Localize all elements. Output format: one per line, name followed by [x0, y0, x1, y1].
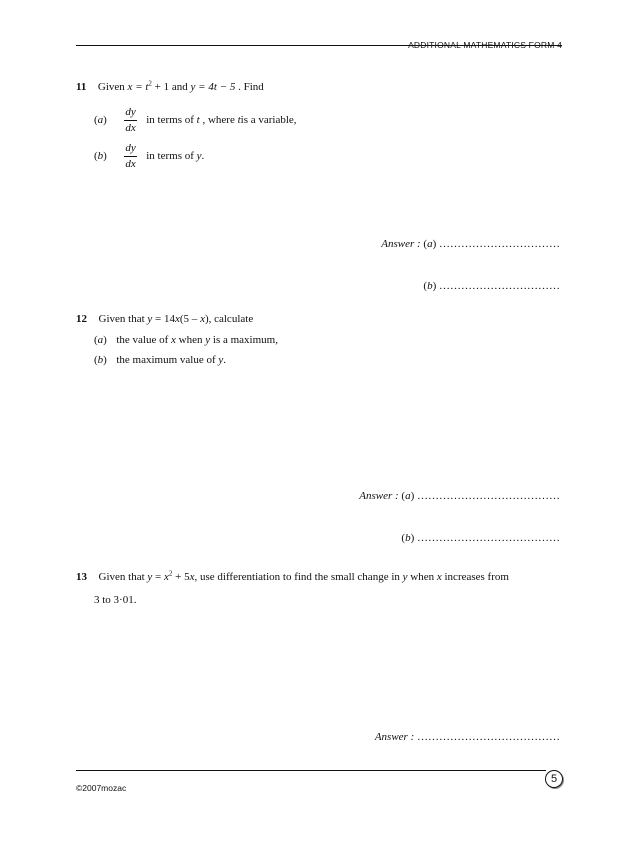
q12-answer-a: Answer : (a) ………………………………… — [359, 490, 560, 502]
find-word: . Find — [238, 81, 264, 93]
var-y: y — [196, 150, 202, 163]
q13-stem — [76, 570, 509, 584]
answer-label: Answer : — [381, 238, 421, 250]
var-x: x — [200, 313, 205, 325]
answer-part-label: b — [405, 532, 411, 544]
q11-answer-a: Answer : (a) …………………………… — [381, 238, 560, 250]
stem-text: , use differentiation to find the small change in — [194, 571, 400, 583]
derivative-fraction — [124, 142, 136, 171]
answer-label: Answer : — [359, 490, 399, 502]
eq2: y = 4t − 5 — [190, 81, 236, 93]
part-label: b — [97, 354, 104, 366]
exponent: 2 — [148, 79, 152, 88]
part-text: . — [201, 150, 205, 163]
part-text: , where — [202, 114, 235, 127]
part-text: the value of — [116, 334, 169, 346]
eq-part: = 14 — [155, 313, 175, 325]
copyright-notice: ©2007mozac — [76, 783, 127, 793]
answer-part-label: a — [405, 490, 411, 502]
question-number: 13 — [76, 571, 87, 583]
q11-part-b: (b) $\frac{dy}{dx}$ in terms of y. — [94, 142, 205, 170]
answer-blank[interactable]: ………………………………… — [417, 490, 560, 502]
q11-answer-b: (b) …………………………… — [423, 280, 560, 292]
stem-text: ), calculate — [204, 313, 254, 325]
eq-part: = — [155, 571, 162, 583]
q12-part-a: (a) the value of x when y is a maximum, — [94, 334, 278, 346]
answer-blank[interactable]: …………………………… — [439, 238, 560, 250]
part-text: in terms of — [146, 114, 194, 127]
part-text: . — [223, 354, 227, 366]
q13-answer — [375, 731, 560, 743]
var-y: y — [402, 571, 408, 583]
var-x: x — [175, 313, 180, 325]
stem-text: increases from — [444, 571, 509, 583]
answer-label: Answer : — [374, 731, 415, 743]
var-x: x — [164, 571, 169, 583]
answer-part-label: a — [427, 238, 433, 250]
eq1-rhs: = t — [135, 81, 149, 93]
var-y: y — [205, 334, 211, 346]
var-x: x — [189, 571, 195, 583]
q13-stem-line2: 3 to 3·01. — [94, 594, 137, 606]
question-number: 12 — [76, 313, 87, 325]
q12-stem — [76, 312, 253, 326]
var-t: t — [237, 114, 241, 127]
part-label: b — [97, 150, 104, 163]
and-word: and — [171, 81, 188, 93]
part-text: is a maximum, — [212, 334, 278, 346]
q12-answer-b: (b) ………………………………… — [401, 532, 560, 544]
frac-denominator: dx — [125, 158, 136, 170]
q11-stem — [76, 80, 264, 94]
answer-part-label: b — [427, 280, 433, 292]
stem-text: Given that — [98, 571, 145, 583]
running-header: ADDITIONAL MATHEMATICS FORM 4 — [408, 40, 562, 50]
answer-blank[interactable]: ………………………………… — [417, 731, 560, 743]
var-x: x — [127, 81, 133, 93]
footer-rule — [76, 770, 546, 771]
part-label: a — [97, 114, 104, 127]
answer-blank[interactable]: …………………………… — [439, 280, 560, 292]
stem-text: when — [410, 571, 435, 583]
frac-denominator: dx — [125, 122, 136, 134]
part-text: the maximum value of — [116, 354, 216, 366]
page-number-badge: 5 — [545, 770, 563, 788]
part-text: when — [178, 334, 203, 346]
part-text: is a variable, — [240, 114, 297, 127]
var-x: x — [171, 334, 176, 346]
part-text: in terms of — [146, 150, 194, 163]
part-label: a — [97, 334, 104, 346]
stem-text: Given that — [98, 313, 145, 325]
var-t: t — [196, 114, 200, 127]
var-y: y — [147, 313, 153, 325]
var-y: y — [147, 571, 153, 583]
q12-part-b: (b) the maximum value of y. — [94, 354, 227, 366]
frac-numerator: dy — [124, 106, 136, 121]
given-word: Given — [97, 81, 125, 93]
frac-numerator: dy — [124, 142, 136, 157]
var-y: y — [218, 354, 224, 366]
eq-part: + 5 — [172, 571, 190, 583]
eq-part: (5 – — [179, 313, 198, 325]
exponent: 2 — [168, 569, 173, 578]
answer-blank[interactable]: ………………………………… — [417, 532, 560, 544]
eq1-tail: + 1 — [151, 81, 170, 93]
var-x: x — [436, 571, 442, 583]
question-number: 11 — [76, 81, 87, 93]
header-rule — [76, 45, 562, 46]
derivative-fraction — [124, 106, 136, 135]
q11-part-a: (a) $\frac{dy}{dx}$ in terms of t , where tis a variable, — [94, 106, 297, 134]
